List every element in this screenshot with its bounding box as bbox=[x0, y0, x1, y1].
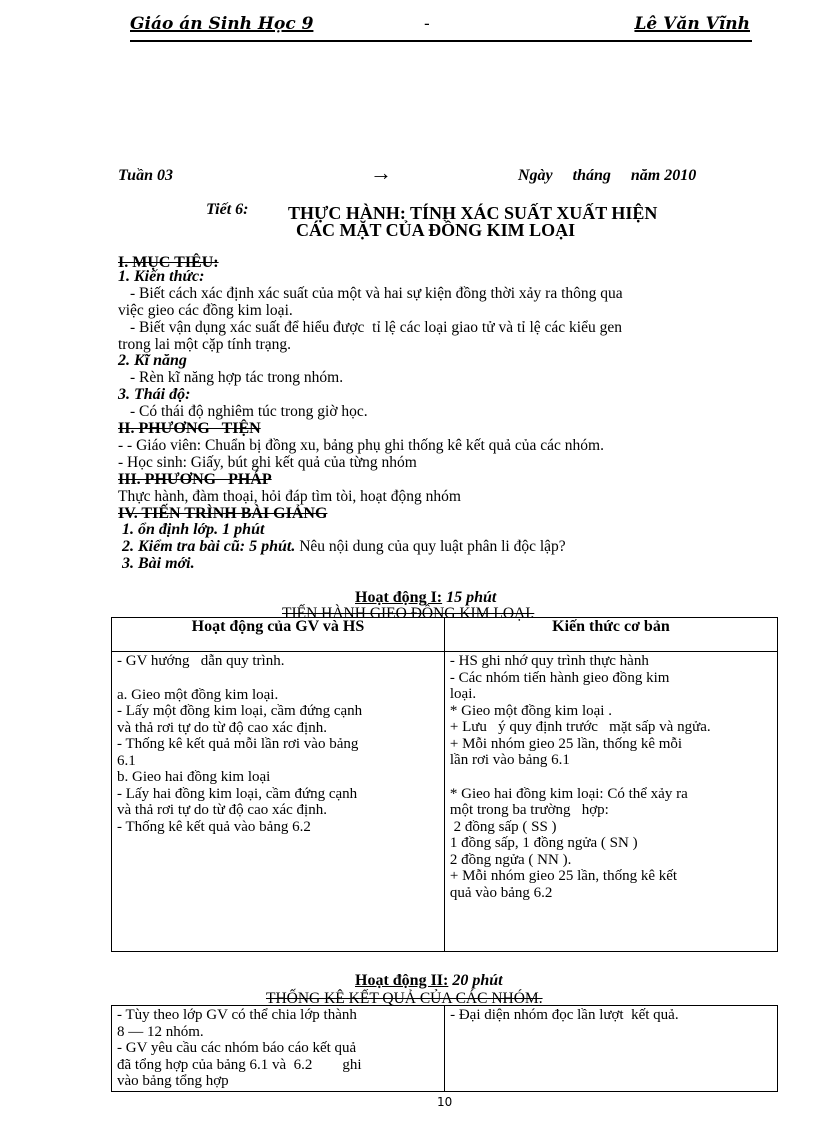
activity1-col-right-header: Kiến thức cơ bản bbox=[444, 618, 777, 652]
means-teacher: - - Giáo viên: Chuẩn bị đồng xu, bảng phụ ghi thống kê kết quả của các nhóm. bbox=[118, 437, 604, 454]
cell-line: - HS ghi nhớ quy trình thực hành bbox=[449, 653, 649, 669]
cell-line: - Các nhóm tiến hành gieo đồng kim bbox=[449, 669, 670, 686]
activity1-teacher-cell bbox=[112, 652, 445, 952]
cell-line: + Mỗi nhóm gieo 25 lần, thống kê kết bbox=[449, 868, 678, 884]
cell-line: 1 đồng sấp, 1 đồng ngửa ( SN ) bbox=[449, 835, 638, 851]
cell-line: và thả rơi tự do từ độ cao xác định. bbox=[117, 719, 327, 736]
cell-line: 8 — 12 nhóm. bbox=[117, 1023, 204, 1040]
cell-line: đã tổng hợp của bảng 6.1 và 6.2 ghi bbox=[117, 1056, 362, 1073]
cell-line: - GV hướng dẫn quy trình. bbox=[117, 653, 285, 669]
header-separator: - bbox=[424, 14, 430, 34]
header-left: Giáo án Sinh Học 9 bbox=[130, 14, 314, 34]
activity2-time: 20 phút bbox=[448, 972, 503, 989]
attitude-item: - Có thái độ nghiêm túc trong giờ học. bbox=[130, 403, 368, 420]
lesson-title-line1: THỰC HÀNH: TÍNH XÁC SUẤT XUẤT HIỆN bbox=[288, 203, 658, 223]
activity2-subtitle: THỐNG KÊ KẾT QUẢ CỦA CÁC NHÓM. bbox=[266, 990, 543, 1007]
activity1-knowledge-lines bbox=[450, 653, 772, 901]
cell-line: - Lấy một đồng kim loại, cầm đứng cạnh bbox=[117, 703, 363, 719]
activity2-student-lines bbox=[450, 1007, 772, 1024]
skills-item: - Rèn kĩ năng hợp tác trong nhóm. bbox=[130, 369, 344, 386]
cell-line: - Thống kê kết quả vào bảng 6.2 bbox=[117, 818, 311, 835]
activity2-heading bbox=[355, 972, 503, 990]
activity2-teacher-lines bbox=[117, 1007, 439, 1090]
arrow-icon: → bbox=[370, 160, 392, 185]
section-means-heading: II. PHƯƠNG TIỆN bbox=[118, 420, 261, 437]
activity1-col-left-header: Hoạt động của GV và HS bbox=[112, 618, 445, 652]
cell-line: - GV yêu cầu các nhóm báo cáo kết quả bbox=[117, 1040, 357, 1056]
activity2-student-cell bbox=[445, 1006, 778, 1092]
cell-line: + Mỗi nhóm gieo 25 lần, thống kê mỗi bbox=[449, 735, 683, 752]
lesson-title-line2: CÁC MẶT CỦA ĐỒNG KIM LOẠI bbox=[296, 220, 576, 240]
cell-line bbox=[450, 769, 772, 786]
step-3: 3. Bài mới. bbox=[122, 555, 195, 572]
knowledge-heading: 1. Kiến thức: bbox=[118, 268, 205, 285]
activity2-table bbox=[111, 1005, 778, 1092]
attitude-heading: 3. Thái độ: bbox=[118, 386, 191, 403]
header-rule bbox=[130, 40, 752, 42]
lesson-number: Tiết 6: bbox=[206, 201, 249, 218]
cell-line: vào bảng tổng hợp bbox=[117, 1073, 229, 1089]
cell-line: loại. bbox=[449, 686, 477, 702]
cell-line: - Đại diện nhóm đọc lần lượt kết quả. bbox=[450, 1007, 679, 1023]
step-2 bbox=[122, 538, 566, 556]
section-method-heading: III. PHƯƠNG PHÁP bbox=[118, 471, 272, 488]
activity1-teacher-lines bbox=[117, 653, 439, 835]
step-1: 1. ổn định lớp. 1 phút bbox=[122, 521, 265, 538]
cell-line: + Lưu ý quy định trước mặt sấp và ngửa. bbox=[449, 719, 711, 735]
knowledge-item-1a: - Biết cách xác định xác suất của một và hai sự kiện đồng thời xảy ra thông qua bbox=[130, 285, 623, 302]
week-label: Tuần 03 bbox=[118, 167, 173, 184]
knowledge-item-2a: - Biết vận dụng xác suất để hiểu được tỉ lệ các loại giao tử và tỉ lệ các kiểu gen bbox=[130, 319, 622, 336]
cell-line: b. Gieo hai đồng kim loại bbox=[117, 769, 271, 785]
cell-line: lần rơi vào bảng 6.1 bbox=[449, 752, 570, 768]
cell-line: 2 đồng ngửa ( NN ). bbox=[449, 851, 572, 868]
page-number: 10 bbox=[437, 1095, 453, 1109]
step-2-label: 2. Kiểm tra bài cũ: 5 phút. bbox=[122, 538, 296, 555]
cell-line: quả vào bảng 6.2 bbox=[449, 884, 553, 901]
activity2-teacher-cell bbox=[112, 1006, 445, 1092]
activity2-label: Hoạt động II: bbox=[355, 972, 449, 989]
cell-line: - Tùy theo lớp GV có thể chia lớp thành bbox=[117, 1007, 357, 1023]
cell-line: một trong ba trường hợp: bbox=[449, 802, 609, 818]
cell-line: và thả rơi tự do từ độ cao xác định. bbox=[117, 802, 327, 818]
skills-heading: 2. Kĩ năng bbox=[118, 352, 187, 369]
section-objectives-heading: I. MỤC TIÊU: bbox=[118, 254, 219, 271]
date-line: Ngày tháng năm 2010 bbox=[518, 167, 697, 184]
cell-line: a. Gieo một đồng kim loại. bbox=[117, 686, 279, 703]
cell-line: * Gieo một đồng kim loại . bbox=[449, 702, 612, 719]
means-student: - Học sinh: Giấy, bút ghi kết quả của từng nhóm bbox=[118, 454, 417, 471]
activity1-subtitle: TIẾN HÀNH GIEO ĐỒNG KIM LOẠI. bbox=[282, 605, 535, 622]
cell-line: - Lấy hai đồng kim loại, cầm đứng cạnh bbox=[117, 785, 358, 802]
knowledge-item-2b: trong lai một cặp tính trạng. bbox=[118, 336, 292, 353]
activity1-table bbox=[111, 617, 778, 952]
cell-line bbox=[117, 670, 439, 687]
activity1-time: 15 phút bbox=[442, 589, 497, 606]
activity1-knowledge-cell bbox=[444, 652, 777, 952]
step-2-text: Nêu nội dung của quy luật phân li độc lập? bbox=[295, 538, 566, 555]
cell-line: 6.1 bbox=[117, 752, 136, 769]
activity1-label: Hoạt động I: bbox=[355, 589, 443, 606]
knowledge-item-1b: việc gieo các đồng kim loại. bbox=[118, 302, 293, 319]
method-text: Thực hành, đàm thoại, hỏi đáp tìm tòi, hoạt động nhóm bbox=[118, 488, 461, 505]
cell-line: - Thống kê kết quả mỗi lần rơi vào bảng bbox=[117, 736, 359, 752]
cell-line: 2 đồng sấp ( SS ) bbox=[449, 818, 557, 835]
section-process-heading: IV. TIẾN TRÌNH BÀI GIẢNG bbox=[118, 505, 328, 522]
header-right: Lê Văn Vĩnh bbox=[634, 14, 750, 34]
cell-line: * Gieo hai đồng kim loại: Có thể xảy ra bbox=[449, 785, 688, 802]
